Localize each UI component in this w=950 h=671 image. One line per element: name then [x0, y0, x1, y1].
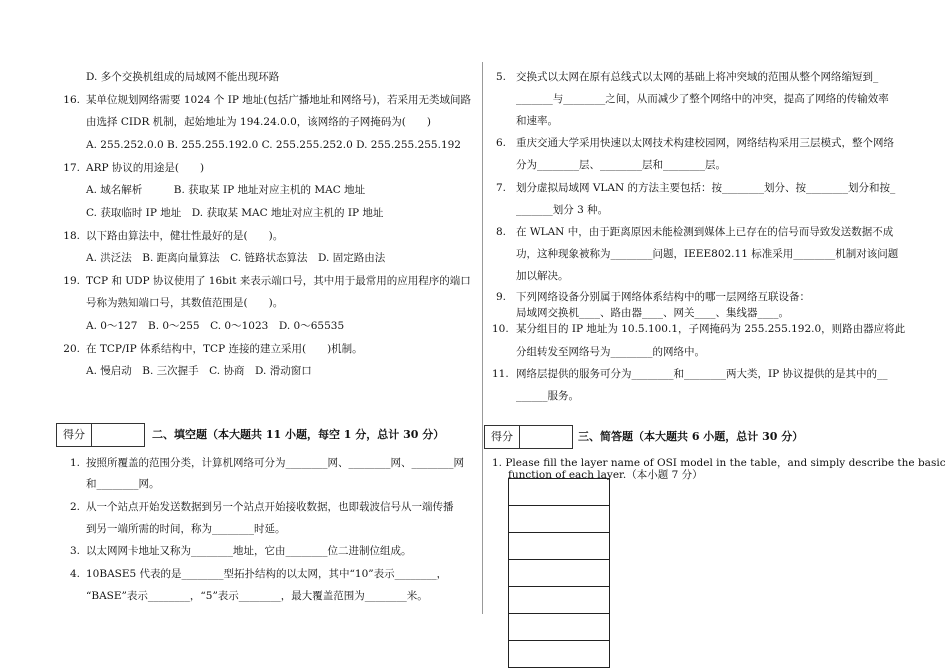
question-number: 8.	[495, 226, 506, 238]
question-number: 5.	[495, 71, 506, 83]
question-text: 下列网络设备分别属于网络体系结构中的哪一层网络互联设备：	[516, 291, 810, 303]
question-text: 局域网交换机____、路由器____、网关____、集线器____。	[516, 307, 789, 319]
section3-title: 三、简答题（本大题共 6 小题，总计 30 分）	[578, 430, 804, 443]
question-number: 18.	[63, 230, 80, 242]
column-divider	[482, 62, 483, 614]
table-cell[interactable]	[509, 560, 610, 587]
question-text: 号称为熟知端口号，其数值范围是( )。	[86, 297, 284, 309]
question-text: 由选择 CIDR 机制，起始地址为 194.24.0.0，该网络的子网掩码为( )	[86, 116, 431, 128]
question-number: 2.	[69, 501, 80, 513]
question-text: 10BASE5 代表的是________型拓扑结构的以太网，其中“10”表示________，	[86, 568, 448, 580]
question-number: 10.	[492, 323, 509, 335]
question-text: A. 255.252.0.0 B. 255.255.192.0 C. 255.255.252.0 D. 255.255.255.192	[86, 139, 461, 151]
table-cell[interactable]	[509, 479, 610, 506]
table-row	[509, 641, 610, 668]
question-text: 以太网网卡地址又称为________地址，它由________位二进制位组成。	[86, 545, 412, 557]
table-cell[interactable]	[509, 533, 610, 560]
question-text: “BASE”表示________，“5”表示________，最大覆盖范围为________米。	[86, 590, 428, 602]
question-text: 功，这种现象被称为________问题，IEEE802.11 标准采用________机制对该问题	[516, 248, 899, 260]
score-label: 得分	[485, 426, 520, 448]
question-text: 分为________层、________层和________层。	[516, 159, 726, 171]
question-text: TCP 和 UDP 协议使用了 16bit 来表示端口号，其中用于最常用的应用程序的端口	[86, 275, 471, 287]
question-text: 某分组目的 IP 地址为 10.5.100.1，子网掩码为 255.255.192.0，则路由器应将此	[516, 323, 906, 335]
question-number: 17.	[63, 162, 80, 174]
question-text: A. 慢启动 B. 三次握手 C. 协商 D. 滑动窗口	[86, 365, 312, 377]
table-cell[interactable]	[509, 587, 610, 614]
question-text: A. 域名解析 B. 获取某 IP 地址对应主机的 MAC 地址	[86, 184, 366, 196]
question-text: D. 多个交换机组成的局域网不能出现环路	[86, 71, 280, 83]
question-text: 加以解决。	[516, 270, 569, 282]
question-text: C. 获取临时 IP 地址 D. 获取某 MAC 地址对应主机的 IP 地址	[86, 207, 384, 219]
question-number: 11.	[492, 368, 509, 380]
question-text: 从一个站点开始发送数据到另一个站点开始接收数据，也即载波信号从一端传播	[86, 501, 454, 513]
question-text: 在 WLAN 中，由于距离原因未能检测到媒体上已存在的信号而导致发送数据不成	[516, 226, 894, 238]
question-number: 3.	[69, 545, 80, 557]
question-text: 分组转发至网络号为________的网络中。	[516, 346, 705, 358]
score-label: 得分	[57, 424, 92, 446]
table-row	[509, 533, 610, 560]
question-number: 1.	[69, 457, 80, 469]
score-blank[interactable]	[92, 424, 144, 446]
table-cell[interactable]	[509, 641, 610, 668]
question-text: 网络层提供的服务可分为________和________两大类，IP 协议提供的是其中的__	[516, 368, 888, 380]
question-text: ______服务。	[516, 390, 579, 402]
table-cell[interactable]	[509, 506, 610, 533]
osi-answer-table	[508, 478, 610, 668]
question-text: 划分虚拟局域网 VLAN 的方法主要包括：按________划分、按________划分和按_	[516, 182, 896, 194]
table-row	[509, 560, 610, 587]
score-box-section3	[484, 425, 573, 449]
table-row	[509, 506, 610, 533]
question-text: 以下路由算法中，健壮性最好的是( )。	[86, 230, 284, 242]
question-number: 16.	[63, 94, 80, 106]
question-text: 和速率。	[516, 115, 558, 127]
question-text: 重庆交通大学采用快速以太网技术构建校园网，网络结构采用三层模式，整个网络	[516, 137, 894, 149]
table-row	[509, 479, 610, 506]
question-text: _______与________之间，从而减少了整个网络中的冲突，提高了网络的传输效率	[516, 93, 889, 105]
question-text: ARP 协议的用途是( )	[86, 162, 205, 174]
score-blank[interactable]	[520, 426, 572, 448]
question-text: A. 洪泛法 B. 距离向量算法 C. 链路状态算法 D. 固定路由法	[86, 252, 386, 264]
question-text: 到另一端所需的时间，称为________时延。	[86, 523, 286, 535]
table-row	[509, 587, 610, 614]
question-text: 某单位规划网络需要 1024 个 IP 地址(包括广播地址和网络号)，若采用无类域间路	[86, 94, 471, 106]
question-text: 在 TCP/IP 体系结构中，TCP 连接的建立采用( )机制。	[86, 343, 363, 355]
question-number: 4.	[69, 568, 80, 580]
question-text: A. 0～127 B. 0～255 C. 0～1023 D. 0～65535	[86, 320, 345, 332]
question-text: 按照所覆盖的范围分类，计算机网络可分为________网、________网、________网	[86, 457, 464, 469]
question-number: 9.	[495, 291, 506, 303]
table-row	[509, 614, 610, 641]
question-text: 和________网。	[86, 478, 160, 490]
section2-title: 二、填空题（本大题共 11 小题，每空 1 分，总计 30 分）	[152, 428, 445, 441]
question-1-line1: 1. Please fill the layer name of OSI model in the table，and simply describe the basic	[492, 457, 946, 469]
question-number: 20.	[63, 343, 80, 355]
question-number: 7.	[495, 182, 506, 194]
question-text: 交换式以太网在原有总线式以太网的基础上将冲突域的范围从整个网络缩短到_	[516, 71, 879, 83]
question-text: _______划分 3 种。	[516, 204, 609, 216]
table-cell[interactable]	[509, 614, 610, 641]
question-1-line2: function of each layer.（本小题 7 分）	[508, 469, 703, 481]
question-number: 19.	[63, 275, 80, 287]
score-box-section2	[56, 423, 145, 447]
question-number: 6.	[495, 137, 506, 149]
